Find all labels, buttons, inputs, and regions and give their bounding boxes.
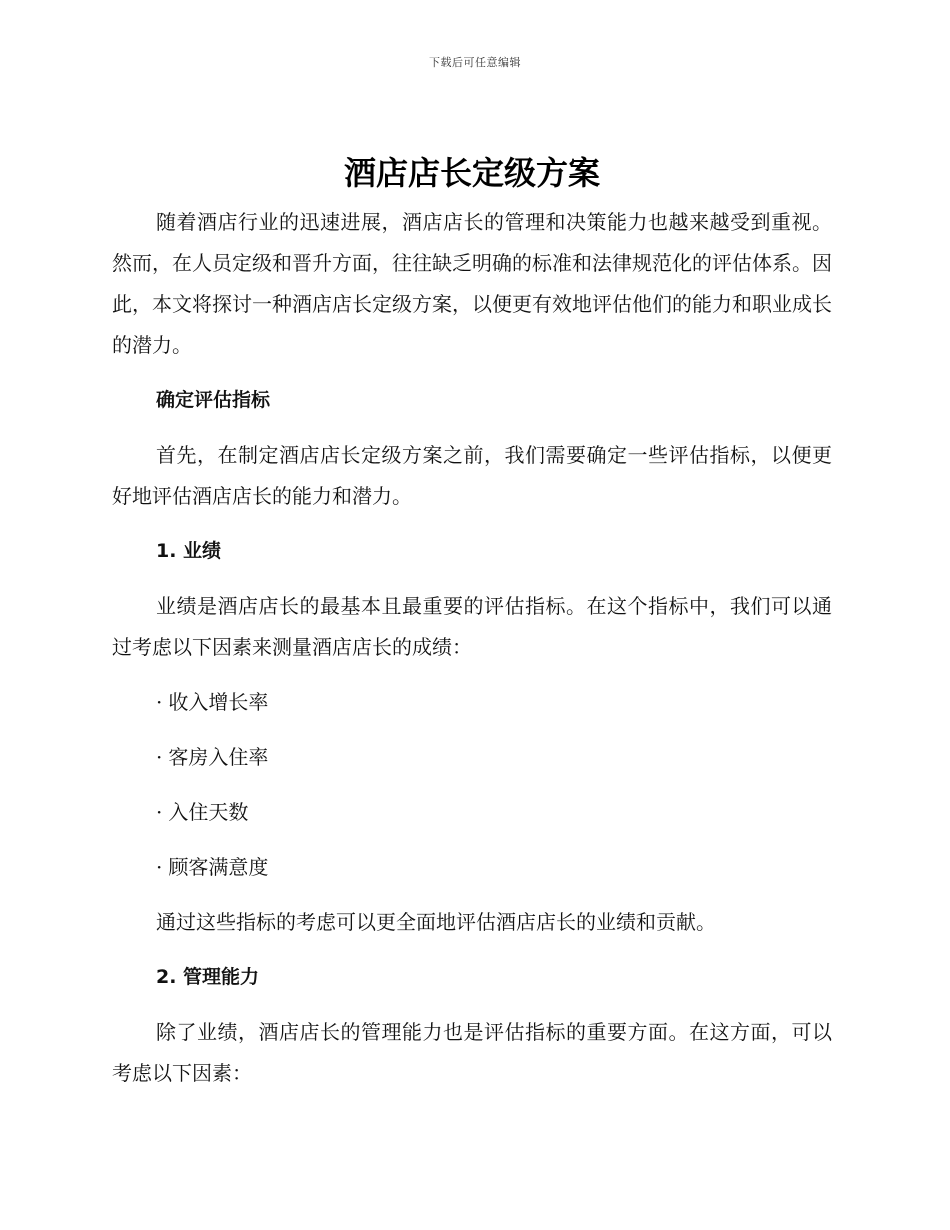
list-item [112,682,832,723]
bullet-dot-icon: · [156,855,163,879]
bullet-dot-icon: · [156,800,163,824]
section-heading-performance: 1. 业绩 [156,540,222,562]
intro-paragraph: 随着酒店行业的迅速进展，酒店店长的管理和决策能力也越来越受到重视。然而，在人员定级和晋升方面，往往缺乏明确的标准和法律规范化的评估体系。因此，本文将探讨一种酒店店长定级方案，以便更有效地评估他们的能力和职业成长的潜力。 [112,210,832,357]
list-item [112,737,832,778]
bullet-dot-icon: · [156,745,163,769]
spacer [112,572,832,586]
spacer [112,421,832,435]
performance-factor-list [112,682,832,888]
section-heading-management-ability: 2. 管理能力 [156,966,260,988]
bullet-dot-icon: · [156,690,163,714]
list-item-label: 顾客满意度 [168,855,269,879]
performance-summary-paragraph: 通过这些指标的考虑可以更全面地评估酒店店长的业绩和贡献。 [156,910,716,934]
page-header: 下载后可任意编辑 [429,56,521,69]
spacer [112,517,832,531]
spacer [112,943,832,957]
section-paragraph-management-ability: 除了业绩，酒店店长的管理能力也是评估指标的重要方面。在这方面，可以考虑以下因素： [112,1020,832,1085]
section-paragraph-evaluation-criteria: 首先，在制定酒店店长定级方案之前，我们需要确定一些评估指标，以便更好地评估酒店店长的能力和潜力。 [112,443,832,508]
section-paragraph-performance: 业绩是酒店店长的最基本且最重要的评估指标。在这个指标中，我们可以通过考虑以下因素来测量酒店店长的成绩： [112,594,832,659]
section-heading-evaluation-criteria: 确定评估指标 [156,389,271,411]
spacer [112,998,832,1012]
list-item-label: 入住天数 [168,800,249,824]
list-item-label: 收入增长率 [168,690,269,714]
list-item [112,847,832,888]
spacer [112,366,832,380]
list-item-label: 客房入住率 [168,745,269,769]
document-body [112,150,832,1094]
list-item [112,792,832,833]
document-title: 酒店店长定级方案 [343,154,600,192]
spacer [112,888,832,902]
